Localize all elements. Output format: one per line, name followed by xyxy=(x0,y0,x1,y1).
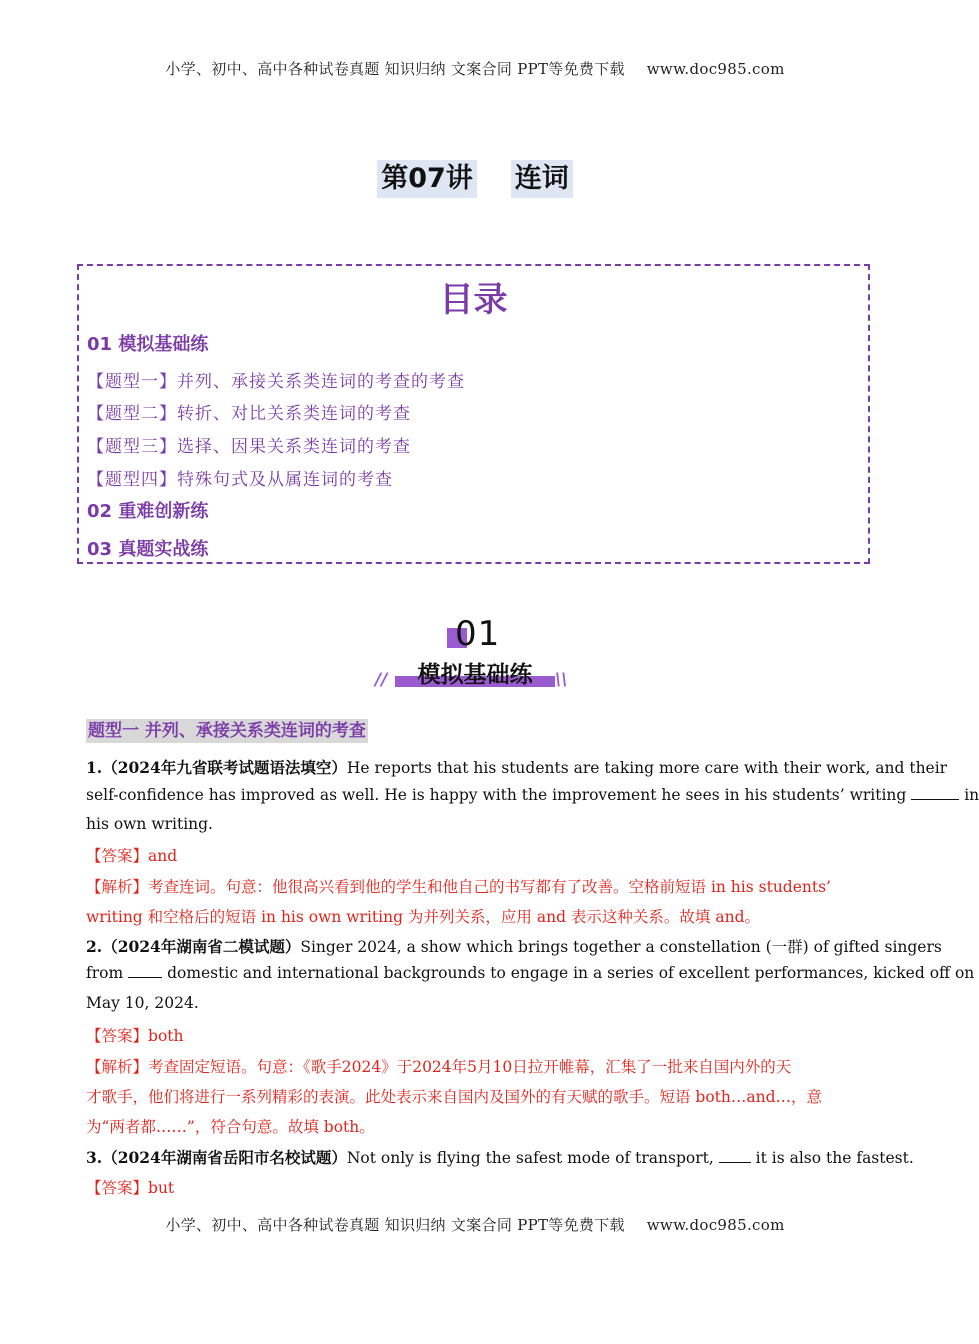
footer-url[interactable]: www.doc985.com xyxy=(646,1216,785,1234)
q3-answer: 【答案】but xyxy=(86,1179,175,1197)
q2-explanation-2: 才歌手，他们将进行一系列精彩的表演。此处表示来自国内及国外的有天赋的歌手。短语 both…and…，意 xyxy=(86,1088,823,1106)
q2-line-1: 2.（2024年湖南省二模试题）Singer 2024, a show which brings together a constellation (一群) of gifted singers xyxy=(86,937,942,956)
section-badge xyxy=(375,612,575,694)
slash-decoration-left: // xyxy=(375,670,388,690)
toc-section-2[interactable]: 02 重难创新练 xyxy=(87,501,209,522)
toc-section-1[interactable]: 01 模拟基础练 xyxy=(87,334,209,355)
title-lecture: 第07讲 xyxy=(377,160,477,198)
title-topic: 连词 xyxy=(511,160,573,198)
q1-blank xyxy=(911,789,959,800)
table-of-contents xyxy=(77,264,870,564)
page-title xyxy=(0,160,950,198)
q2-line-3: May 10, 2024. xyxy=(86,994,199,1012)
q2-line-2: from domestic and international backgrounds to engage in a series of excellent performances, kicked off on xyxy=(86,964,975,982)
toc-heading: 目录 xyxy=(439,280,508,320)
badge-name: 模拟基础练 xyxy=(417,662,533,688)
q3-blank xyxy=(719,1152,751,1163)
badge-number: 01 xyxy=(455,614,501,654)
footer-text: 小学、初中、高中各种试卷真题 知识归纳 文案合同 PPT等免费下载 xyxy=(165,1216,625,1234)
slash-decoration-right: \\ xyxy=(555,670,568,690)
header-url[interactable]: www.doc985.com xyxy=(646,60,785,78)
question-type-heading: 题型一 并列、承接关系类连词的考查 xyxy=(88,721,366,741)
q2-answer: 【答案】both xyxy=(86,1027,184,1045)
q1-explanation-2: writing 和空格后的短语 in his own writing 为并列关系，应用 and 表示这种关系。故填 and。 xyxy=(86,908,761,926)
q1-line-3: his own writing. xyxy=(86,815,213,833)
page-header xyxy=(0,58,950,79)
page-footer xyxy=(0,1214,950,1235)
toc-item-4[interactable]: 【题型四】特殊句式及从属连词的考查 xyxy=(87,470,393,490)
q2-explanation-3: 为“两者都……”，符合句意。故填 both。 xyxy=(86,1118,375,1136)
toc-item-2[interactable]: 【题型二】转折、对比关系类连词的考查 xyxy=(87,404,411,424)
q1-answer: 【答案】and xyxy=(86,847,178,865)
q1-line-1: 1.（2024年九省联考试题语法填空）He reports that his students are taking more care with their work, and their xyxy=(86,758,948,777)
q2-explanation-1: 【解析】考查固定短语。句意：《歌手2024》于2024年5月10日拉开帷幕，汇集了一批来自国内外的天 xyxy=(86,1058,792,1076)
toc-item-3[interactable]: 【题型三】选择、因果关系类连词的考查 xyxy=(87,437,411,457)
toc-item-1[interactable]: 【题型一】并列、承接关系类连词的考查的考查 xyxy=(87,372,465,392)
header-text: 小学、初中、高中各种试卷真题 知识归纳 文案合同 PPT等免费下载 xyxy=(165,60,625,78)
toc-section-3[interactable]: 03 真题实战练 xyxy=(87,539,209,560)
q1-line-2: self-confidence has improved as well. He is happy with the improvement he sees in his students’ writing in xyxy=(86,786,979,804)
q3-line-1: 3.（2024年湖南省岳阳市名校试题）Not only is flying the safest mode of transport, it is also the fastest. xyxy=(86,1148,914,1167)
q2-blank xyxy=(128,967,162,978)
q1-explanation-1: 【解析】考查连词。句意：他很高兴看到他的学生和他自己的书写都有了改善。空格前短语 in his students’ xyxy=(86,878,831,896)
